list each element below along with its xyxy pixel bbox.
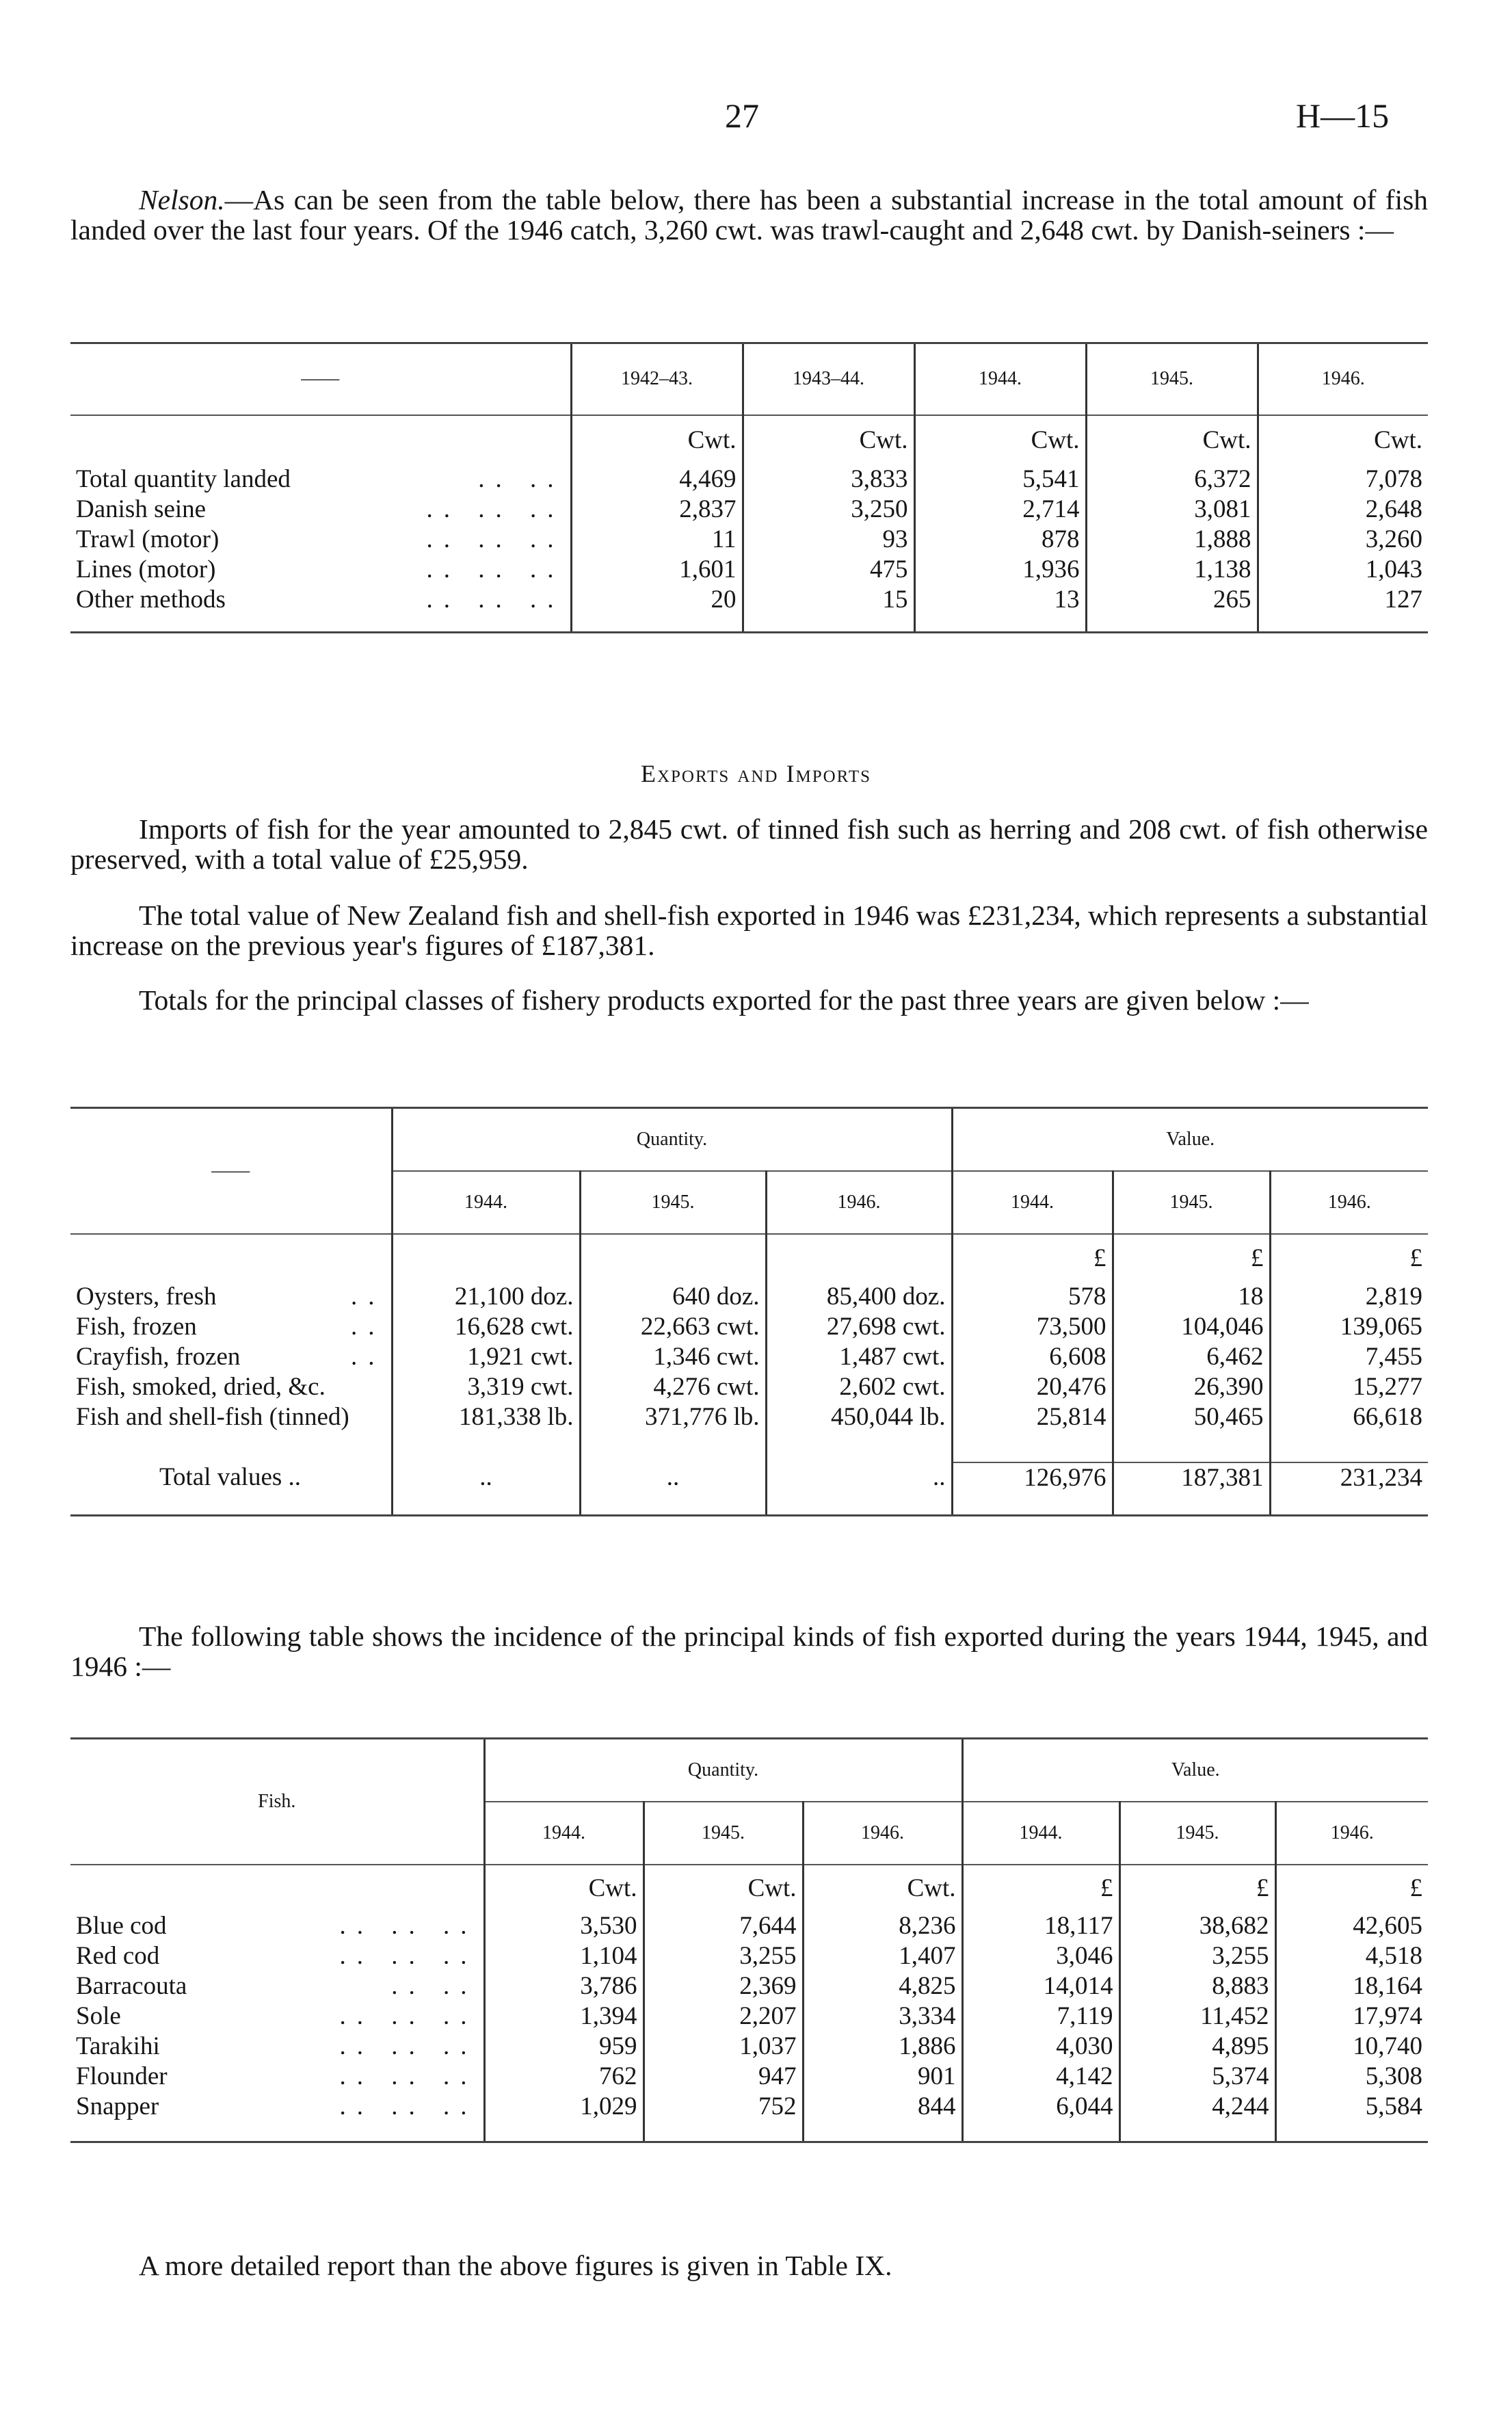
cell-value: 3,334 bbox=[803, 2001, 962, 2032]
row-label: Tarakihi bbox=[76, 2032, 160, 2060]
document-reference: H—15 bbox=[1296, 96, 1390, 135]
exports-total-paragraph: The total value of New Zealand fish and shell-fish exported in 1946 was £231,234, which represents a substantial increase on the previous year's figures of £187,381. bbox=[70, 899, 1428, 961]
unit-label: Cwt. bbox=[571, 415, 743, 464]
cell-value: 18,164 bbox=[1275, 1971, 1428, 2001]
table-row bbox=[70, 464, 1428, 495]
unit-row bbox=[70, 1865, 1428, 1911]
row-label: Crayfish, frozen bbox=[76, 1343, 241, 1371]
cell-value: 20 bbox=[571, 585, 743, 633]
leader-dots: .. bbox=[351, 1283, 386, 1311]
imports-paragraph: Imports of fish for the year amounted to 2,845 cwt. of tinned fish such as herring and 208 cwt. of fish otherwise preserved, with a total value of £25,959. bbox=[70, 813, 1428, 875]
leader-dots: .. .. .. bbox=[426, 495, 565, 523]
cell-value: 1,346 cwt. bbox=[580, 1342, 766, 1372]
leader-dots: .. .. .. bbox=[426, 555, 565, 583]
cell-value: 5,584 bbox=[1275, 2092, 1428, 2142]
table-row bbox=[70, 555, 1428, 585]
unit-label: £ bbox=[1270, 1234, 1428, 1282]
cell-value: 878 bbox=[914, 525, 1086, 555]
cell-value: 1,936 bbox=[914, 555, 1086, 585]
row-label: Trawl (motor) bbox=[76, 525, 220, 553]
year-header: 1946. bbox=[1275, 1802, 1428, 1865]
cell-value: 27,698 cwt. bbox=[766, 1312, 952, 1342]
leader-dots: .. .. .. bbox=[426, 585, 565, 614]
cell-value: 25,814 bbox=[952, 1402, 1113, 1462]
year-header: 1946. bbox=[1270, 1171, 1428, 1234]
unit-label: £ bbox=[1113, 1234, 1270, 1282]
cell-value: 20,476 bbox=[952, 1372, 1113, 1402]
cell-value: 104,046 bbox=[1113, 1312, 1270, 1342]
group-header-quantity: Quantity. bbox=[484, 1739, 962, 1802]
cell-value: .. bbox=[392, 1462, 580, 1516]
cell-value: 3,260 bbox=[1258, 525, 1428, 555]
leader-dots: .. bbox=[351, 1313, 386, 1341]
cell-value: 8,236 bbox=[803, 1911, 962, 1941]
cell-value: 126,976 bbox=[952, 1462, 1113, 1516]
cell-value: 6,462 bbox=[1113, 1342, 1270, 1372]
cell-value: 5,308 bbox=[1275, 2062, 1428, 2092]
table-row bbox=[70, 2062, 1428, 2092]
leader-dots: .. .. .. bbox=[339, 1912, 478, 1940]
cell-value: 2,602 cwt. bbox=[766, 1372, 952, 1402]
nelson-lead: Nelson. bbox=[139, 184, 225, 215]
leader-dots: .. .. .. bbox=[339, 2032, 478, 2060]
classes-group-header-row bbox=[70, 1108, 1428, 1171]
cell-value: 42,605 bbox=[1275, 1911, 1428, 1941]
unit-label: Cwt. bbox=[1258, 415, 1428, 464]
cell-value: 5,374 bbox=[1119, 2062, 1275, 2092]
kinds-group-header-row bbox=[70, 1739, 1428, 1802]
table-row bbox=[70, 1941, 1428, 1971]
cell-value: 1,104 bbox=[484, 1941, 644, 1971]
unit-row bbox=[70, 1234, 1428, 1282]
unit-label: Cwt. bbox=[743, 415, 914, 464]
group-header-value: Value. bbox=[952, 1108, 1428, 1171]
cell-value: 2,648 bbox=[1258, 495, 1428, 525]
row-label: Flounder bbox=[76, 2062, 168, 2090]
table-row bbox=[70, 1282, 1428, 1312]
row-label: Other methods bbox=[76, 585, 226, 614]
cell-value: 640 doz. bbox=[580, 1282, 766, 1312]
unit-label: £ bbox=[1275, 1865, 1428, 1911]
row-label: Oysters, fresh bbox=[76, 1283, 217, 1311]
col-header: 1942–43. bbox=[571, 343, 743, 415]
table-row bbox=[70, 495, 1428, 525]
year-header: 1945. bbox=[580, 1171, 766, 1234]
year-header: 1945. bbox=[1113, 1171, 1270, 1234]
cell-value: 3,081 bbox=[1086, 495, 1258, 525]
col-header: 1944. bbox=[914, 343, 1086, 415]
cell-value: 15 bbox=[743, 585, 914, 633]
unit-label: Cwt. bbox=[803, 1865, 962, 1911]
leader-dots: .. .. .. bbox=[339, 2092, 478, 2120]
cell-value: 1,407 bbox=[803, 1941, 962, 1971]
year-header: 1944. bbox=[484, 1802, 644, 1865]
row-label: Fish, smoked, dried, &c. bbox=[76, 1373, 326, 1401]
table-row bbox=[70, 585, 1428, 633]
row-label: Fish, frozen bbox=[76, 1313, 197, 1341]
nelson-paragraph bbox=[70, 185, 1428, 245]
cell-value: 50,465 bbox=[1113, 1402, 1270, 1462]
unit-label: Cwt. bbox=[644, 1865, 803, 1911]
cell-value: 139,065 bbox=[1270, 1312, 1428, 1342]
table-row bbox=[70, 2092, 1428, 2142]
cell-value: 85,400 doz. bbox=[766, 1282, 952, 1312]
cell-value: 4,469 bbox=[571, 464, 743, 495]
cell-value: 475 bbox=[743, 555, 914, 585]
cell-value: 4,518 bbox=[1275, 1941, 1428, 1971]
table-row bbox=[70, 1372, 1428, 1402]
cell-value: 38,682 bbox=[1119, 1911, 1275, 1941]
row-label: Sole bbox=[76, 2002, 121, 2030]
col-header: 1945. bbox=[1086, 343, 1258, 415]
year-header: 1944. bbox=[962, 1802, 1119, 1865]
cell-value: 4,825 bbox=[803, 1971, 962, 2001]
cell-value: 3,530 bbox=[484, 1911, 644, 1941]
leader-dots: .. .. .. bbox=[339, 2002, 478, 2030]
cell-value: 4,244 bbox=[1119, 2092, 1275, 2142]
cell-value: 6,372 bbox=[1086, 464, 1258, 495]
cell-value: 5,541 bbox=[914, 464, 1086, 495]
cell-value: 3,250 bbox=[743, 495, 914, 525]
cell-value: 4,895 bbox=[1119, 2032, 1275, 2062]
nelson-text: —As can be seen from the table below, there has been a substantial increase in the total amount of fish landed over the last four years. Of the 1946 catch, 3,260 cwt. was trawl-caught and 2,648 cwt. by Danish-seiners :— bbox=[70, 184, 1428, 246]
row-label: Barracouta bbox=[76, 1972, 187, 2000]
cell-value: 4,276 cwt. bbox=[580, 1372, 766, 1402]
cell-value: 17,974 bbox=[1275, 2001, 1428, 2032]
cell-value: .. bbox=[580, 1462, 766, 1516]
table-row bbox=[70, 1402, 1428, 1462]
cell-value: 1,138 bbox=[1086, 555, 1258, 585]
leader-dots: .. .. bbox=[478, 465, 565, 493]
table-row bbox=[70, 1342, 1428, 1372]
unit-label: £ bbox=[952, 1234, 1113, 1282]
leader-dots: .. .. .. bbox=[426, 525, 565, 553]
cell-value: 959 bbox=[484, 2032, 644, 2062]
kinds-table bbox=[70, 1737, 1428, 2143]
cell-value: 3,786 bbox=[484, 1971, 644, 2001]
page-number: 27 bbox=[725, 96, 759, 135]
blank-header: —— bbox=[70, 1108, 392, 1234]
cell-value: 14,014 bbox=[962, 1971, 1119, 2001]
cell-value: 18 bbox=[1113, 1282, 1270, 1312]
group-header-value: Value. bbox=[962, 1739, 1428, 1802]
cell-value: 1,886 bbox=[803, 2032, 962, 2062]
unit-label: Cwt. bbox=[484, 1865, 644, 1911]
cell-value: 2,837 bbox=[571, 495, 743, 525]
cell-value: 371,776 lb. bbox=[580, 1402, 766, 1462]
year-header: 1945. bbox=[644, 1802, 803, 1865]
kinds-paragraph: The following table shows the incidence of the principal kinds of fish exported during the years 1944, 1945, and 1946 :— bbox=[70, 1620, 1428, 1682]
row-label: Blue cod bbox=[76, 1912, 167, 1940]
cell-value: 6,608 bbox=[952, 1342, 1113, 1372]
blank-header: —— bbox=[70, 343, 571, 415]
cell-value: 11 bbox=[571, 525, 743, 555]
landings-header-row bbox=[70, 343, 1428, 415]
classes-table bbox=[70, 1107, 1428, 1516]
cell-value: 265 bbox=[1086, 585, 1258, 633]
cell-value: 66,618 bbox=[1270, 1402, 1428, 1462]
classes-paragraph: Totals for the principal classes of fishery products exported for the past three years are given below :— bbox=[139, 984, 1309, 1016]
cell-value: 1,394 bbox=[484, 2001, 644, 2032]
cell-value: 10,740 bbox=[1275, 2032, 1428, 2062]
cell-value: 2,207 bbox=[644, 2001, 803, 2032]
cell-value: 844 bbox=[803, 2092, 962, 2142]
year-header: 1944. bbox=[392, 1171, 580, 1234]
cell-value: 26,390 bbox=[1113, 1372, 1270, 1402]
cell-value: 450,044 lb. bbox=[766, 1402, 952, 1462]
unit-label: £ bbox=[962, 1865, 1119, 1911]
section-title: Exports and Imports bbox=[640, 760, 872, 787]
col-header: 1943–44. bbox=[743, 343, 914, 415]
cell-value: 7,078 bbox=[1258, 464, 1428, 495]
row-label: Snapper bbox=[76, 2092, 159, 2120]
row-label: Red cod bbox=[76, 1942, 160, 1970]
cell-value: 1,921 cwt. bbox=[392, 1342, 580, 1372]
cell-value: 1,043 bbox=[1258, 555, 1428, 585]
final-paragraph: A more detailed report than the above figures is given in Table IX. bbox=[139, 2250, 892, 2281]
year-header: 1945. bbox=[1119, 1802, 1275, 1865]
totals-label: Total values bbox=[159, 1462, 282, 1491]
cell-value: 578 bbox=[952, 1282, 1113, 1312]
cell-value: 4,030 bbox=[962, 2032, 1119, 2062]
col-header: 1946. bbox=[1258, 343, 1428, 415]
cell-value: 15,277 bbox=[1270, 1372, 1428, 1402]
row-label: Total quantity landed bbox=[76, 465, 291, 493]
cell-value: 3,255 bbox=[1119, 1941, 1275, 1971]
fish-header: Fish. bbox=[70, 1739, 484, 1865]
cell-value: 7,455 bbox=[1270, 1342, 1428, 1372]
table-row bbox=[70, 525, 1428, 555]
cell-value: 3,255 bbox=[644, 1941, 803, 1971]
unit-label: Cwt. bbox=[914, 415, 1086, 464]
cell-value: 7,119 bbox=[962, 2001, 1119, 2032]
cell-value: 6,044 bbox=[962, 2092, 1119, 2142]
cell-value: 16,628 cwt. bbox=[392, 1312, 580, 1342]
table-row bbox=[70, 1911, 1428, 1941]
table-row bbox=[70, 2001, 1428, 2032]
table-row bbox=[70, 1971, 1428, 2001]
cell-value: 21,100 doz. bbox=[392, 1282, 580, 1312]
cell-value: 1,037 bbox=[644, 2032, 803, 2062]
leader-dots: .. .. bbox=[391, 1972, 478, 2000]
group-header-quantity: Quantity. bbox=[392, 1108, 952, 1171]
cell-value: 187,381 bbox=[1113, 1462, 1270, 1516]
leader-dots: .. bbox=[288, 1462, 302, 1491]
cell-value: 3,046 bbox=[962, 1941, 1119, 1971]
cell-value: 762 bbox=[484, 2062, 644, 2092]
unit-label: Cwt. bbox=[1086, 415, 1258, 464]
cell-value: 2,819 bbox=[1270, 1282, 1428, 1312]
cell-value: 947 bbox=[644, 2062, 803, 2092]
cell-value: 1,487 cwt. bbox=[766, 1342, 952, 1372]
table-row bbox=[70, 2032, 1428, 2062]
cell-value: .. bbox=[766, 1462, 952, 1516]
cell-value: 11,452 bbox=[1119, 2001, 1275, 2032]
landings-table bbox=[70, 342, 1428, 633]
year-header: 1946. bbox=[803, 1802, 962, 1865]
cell-value: 2,369 bbox=[644, 1971, 803, 2001]
table-row bbox=[70, 1312, 1428, 1342]
cell-value: 3,319 cwt. bbox=[392, 1372, 580, 1402]
cell-value: 231,234 bbox=[1270, 1462, 1428, 1516]
cell-value: 13 bbox=[914, 585, 1086, 633]
cell-value: 181,338 lb. bbox=[392, 1402, 580, 1462]
row-label: Danish seine bbox=[76, 495, 207, 523]
cell-value: 1,888 bbox=[1086, 525, 1258, 555]
cell-value: 18,117 bbox=[962, 1911, 1119, 1941]
totals-row bbox=[70, 1462, 1428, 1516]
cell-value: 1,601 bbox=[571, 555, 743, 585]
unit-row bbox=[70, 415, 1428, 464]
leader-dots: .. .. .. bbox=[339, 1942, 478, 1970]
cell-value: 901 bbox=[803, 2062, 962, 2092]
year-header: 1946. bbox=[766, 1171, 952, 1234]
cell-value: 127 bbox=[1258, 585, 1428, 633]
cell-value: 22,663 cwt. bbox=[580, 1312, 766, 1342]
cell-value: 3,833 bbox=[743, 464, 914, 495]
cell-value: 2,714 bbox=[914, 495, 1086, 525]
cell-value: 4,142 bbox=[962, 2062, 1119, 2092]
leader-dots: .. .. .. bbox=[339, 2062, 478, 2090]
cell-value: 7,644 bbox=[644, 1911, 803, 1941]
cell-value: 752 bbox=[644, 2092, 803, 2142]
cell-value: 8,883 bbox=[1119, 1971, 1275, 2001]
cell-value: 1,029 bbox=[484, 2092, 644, 2142]
row-label: Lines (motor) bbox=[76, 555, 216, 583]
year-header: 1944. bbox=[952, 1171, 1113, 1234]
unit-label: £ bbox=[1119, 1865, 1275, 1911]
cell-value: 73,500 bbox=[952, 1312, 1113, 1342]
cell-value: 93 bbox=[743, 525, 914, 555]
leader-dots: .. bbox=[351, 1343, 386, 1371]
row-label: Fish and shell-fish (tinned) bbox=[76, 1402, 349, 1431]
